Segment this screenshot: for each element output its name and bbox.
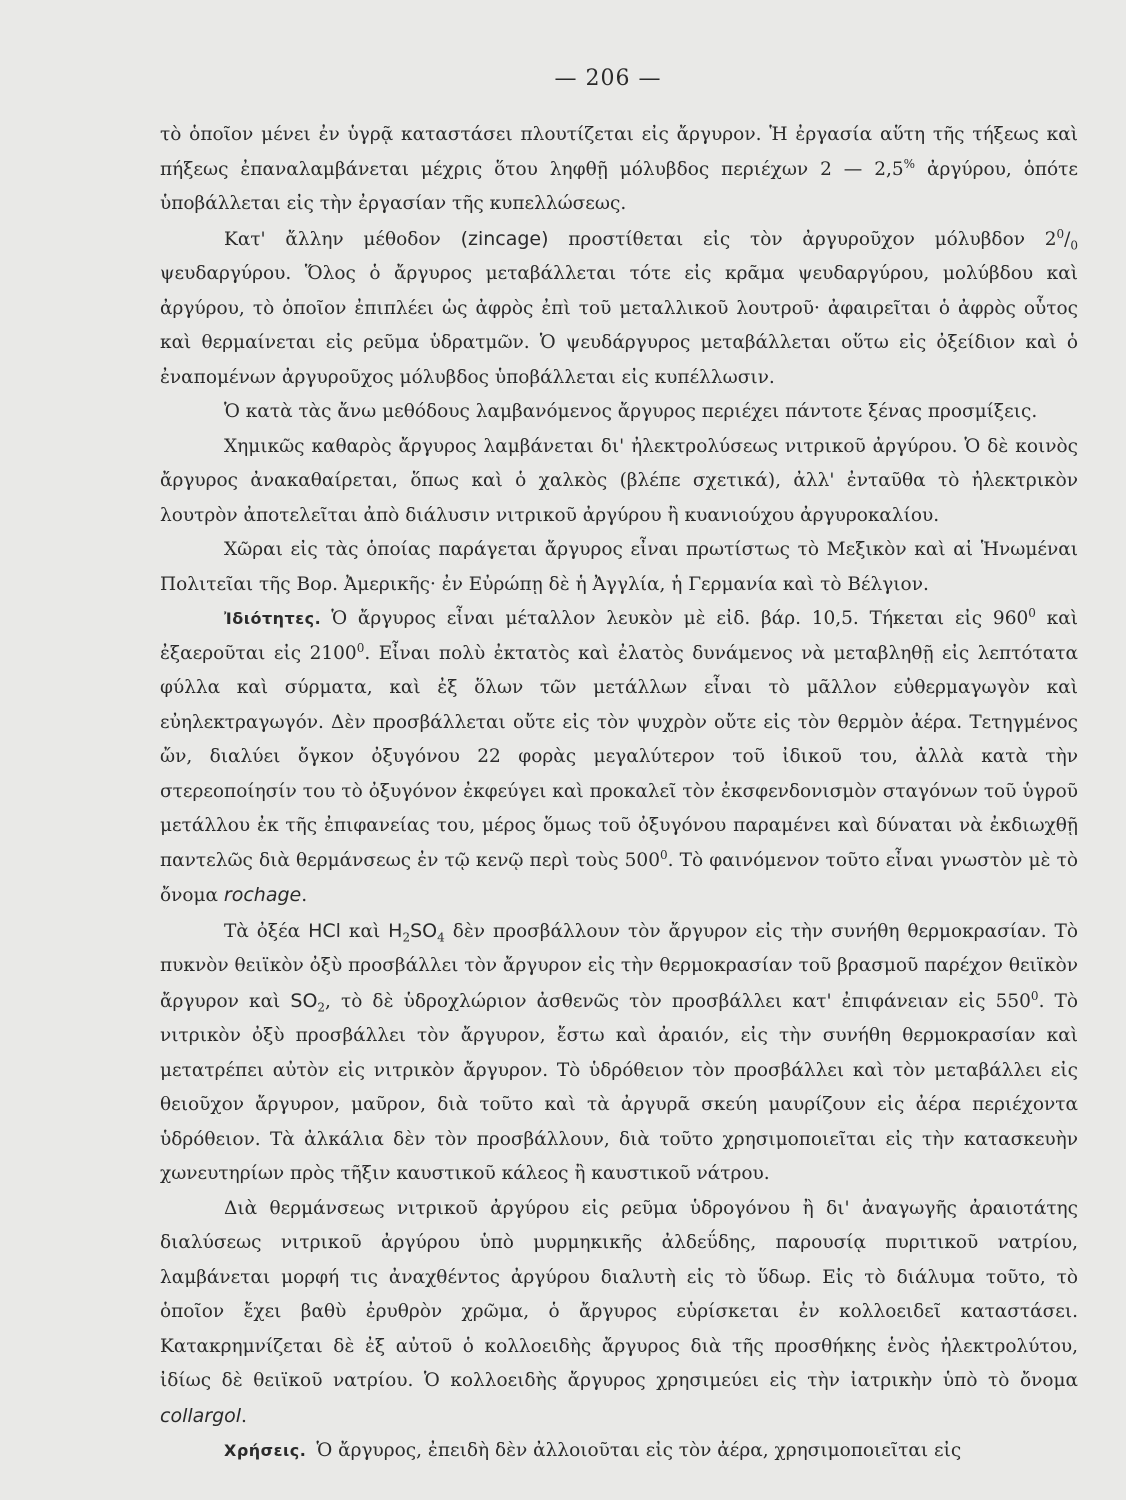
text-segment: 4 bbox=[437, 930, 445, 945]
paragraph-p2 bbox=[160, 222, 1078, 396]
paragraph-p8 bbox=[160, 1192, 1078, 1435]
text-segment: H bbox=[388, 919, 403, 942]
text-segment: ψευδαργύρου. Ὅλος ὁ ἄργυρος μεταβάλλεται τότε εἰς κρᾶμα ψευδαργύρου, μολύβδου καὶ ἀργύρου, τὸ ὁποῖον ἐπιπλέει ὡς ἀφρὸς ἐπὶ τοῦ μεταλλικοῦ λουτροῦ· ἀφαιρεῖται ὁ ἀφρὸς οὗτος καὶ θερμαίνεται εἰς ρεῦμα ὑδρατμῶν. Ὁ ψευδάργυρος μεταβάλλεται οὕτω εἰς ὀξείδιον καὶ ὁ ἐναπομένων ἀργυροῦχος μόλυβδος ὑποβάλλεται εἰς κυπέλλωσιν. bbox=[160, 263, 1078, 388]
text-segment: Χῶραι εἰς τὰς ὁποίας παράγεται ἄργυρος εἶναι πρωτίστως τὸ Μεξικὸν καὶ αἱ Ἡνωμέναι Πολιτεῖαι τῆς Βορ. Ἀμερικῆς· ἐν Εὐρώπῃ δὲ ἡ Ἀγγλία, ἡ Γερμανία καὶ τὸ Βέλγιον. bbox=[160, 539, 1078, 595]
text-segment: Διὰ θερμάνσεως νιτρικοῦ ἀργύρου εἰς ρεῦμα ὑδρογόνου ἢ δι' ἀναγωγῆς ἀραιοτάτης διαλύσεως νιτρικοῦ ἀργύρου ὑπὸ μυρμηκικῆς ἀλδεΰδης, παρουσίᾳ πυριτικοῦ νατρίου, λαμβάνεται μορφή τις ἀναχθέντος ἀργύρου διαλυτὴ εἰς τὸ ὕδωρ. Εἰς τὸ διάλυμα τοῦτο, τὸ ὁποῖον ἔχει βαθὺ ἐρυθρὸν χρῶμα, ὁ ἄργυρος εὑρίσκεται ἐν κολλοειδεῖ καταστάσει. Κατακρημνίζεται δὲ ἐξ αὐτοῦ ὁ κολλοειδὴς ἄργυρος διὰ τῆς προσθήκης ἑνὸς ἠλεκτρολύτου, ἰδίως δὲ θειϊκοῦ νατρίου. Ὁ κολλοειδὴς ἄργυρος χρησιμεύει εἰς τὴν ἰατρικὴν ὑπὸ τὸ ὄνομα bbox=[160, 1197, 1078, 1391]
document-body bbox=[160, 118, 1078, 1469]
text-segment: καὶ ἐξαεροῦται εἰς 2100 bbox=[160, 608, 1078, 664]
text-segment: % bbox=[903, 156, 916, 171]
text-segment: , τὸ δὲ ὑδροχλώριον ἀσθενῶς τὸν προσβάλλει κατ' ἐπιφάνειαν εἰς 550 bbox=[325, 990, 1031, 1012]
text-segment: Τὰ ὀξέα bbox=[224, 920, 309, 942]
text-segment: 0 bbox=[356, 640, 365, 655]
section-heading: Χρήσεις. bbox=[224, 1441, 307, 1460]
text-segment: . bbox=[241, 1405, 247, 1427]
paragraph-p7 bbox=[160, 914, 1078, 1192]
text-segment: collargol bbox=[160, 1404, 242, 1427]
paragraph-p6 bbox=[160, 602, 1078, 914]
text-segment: (zincage) bbox=[460, 227, 549, 250]
paragraph-p5 bbox=[160, 533, 1078, 602]
text-segment: ἀργύρου, ὁπότε ὑποβάλλεται εἰς τὴν ἐργασίαν τῆς κυπελλώσεως. bbox=[160, 158, 1079, 214]
text-segment: 0 bbox=[1030, 988, 1039, 1003]
text-segment: . bbox=[301, 885, 308, 906]
section-heading: Ἰδιότητες. bbox=[224, 609, 322, 628]
text-segment: . Τὸ νιτρικὸν ὀξὺ προσβάλλει τὸν ἄργυρον, ἔστω καὶ ἀραιόν, εἰς τὴν συνήθη θερμοκρασίαν καὶ μετατρέπει αὐτὸν εἰς νιτρικὸν ἄργυρον. Τὸ ὑδρόθειον τὸν προσβάλλει καὶ τὸν μεταβάλλει εἰς θειοῦχον ἄργυρον, μαῦρον, διὰ τοῦτο καὶ τὰ ἀργυρᾶ σκεύη μαυρίζουν εἰς ἀέρα περιέχοντα ὑδρόθειον. Τὰ ἀλκάλια δὲν τὸν προσβάλλουν, διὰ τοῦτο χρησιμοποιεῖται εἰς τὴν κατασκευὴν χωνευτηρίων πρὸς τῆξιν καυστικοῦ κάλεος ἢ καυστικοῦ νάτρου. bbox=[160, 990, 1078, 1184]
text-segment: HCl bbox=[308, 919, 341, 942]
text-segment: Ὁ κατὰ τὰς ἄνω μεθόδους λαμβανόμενος ἄργυρος περιέχει πάντοτε ξένας προσμίξεις. bbox=[224, 401, 1038, 422]
text-segment: . Εἶναι πολὺ ἐκτατὸς καὶ ἐλατὸς δυνάμενος νὰ μεταβληθῇ εἰς λεπτότατα φύλλα καὶ σύρματα, καὶ ἐξ ὅλων τῶν μετάλλων εἶναι τὸ μᾶλλον εὐθερμαγωγὸν καὶ εὐηλεκτραγωγόν. Δὲν προσβάλλεται οὔτε εἰς τὸν ψυχρὸν οὔτε εἰς τὸν θερμὸν ἀέρα. Τετηγμένος ὤν, διαλύει ὄγκον ὀξυγόνου 22 φορὰς μεγαλύτερον τοῦ ἰδικοῦ του, ἀλλὰ κατὰ τὴν στερεοποίησίν του τὸ ὀξυγόνον ἐκφεύγει καὶ προκαλεῖ τὸν ἐκσφενδονισμὸν σταγόνων τοῦ ὑγροῦ μετάλλου ἐκ τῆς ἐπιφανείας του, μέρος ὅμως τοῦ ὀξυγόνου παραμένει καὶ δύναται νὰ ἐκδιωχθῇ παντελῶς διὰ θερμάνσεως ἐν τῷ κενῷ περὶ τοὺς 500 bbox=[160, 642, 1078, 871]
text-segment: 2 bbox=[402, 930, 411, 945]
paragraph-p3 bbox=[160, 395, 1078, 430]
page-number: — 206 — bbox=[554, 66, 662, 91]
text-segment: τὸ ὁποῖον μένει ἐν ὑγρᾷ καταστάσει πλουτίζεται εἰς ἄργυρον. Ἡ ἐργασία αὕτη τῆς τήξεως καὶ πήξεως ἐπαναλαμβάνεται μέχρις ὅτου ληφθῇ μόλυβδος περιέχων 2 — 2,5 bbox=[160, 124, 1078, 180]
text-segment: Ὁ ἄργυρος, ἐπειδὴ δὲν ἀλλοιοῦται εἰς τὸν ἀέρα, χρησιμοποιεῖται εἰς bbox=[316, 1440, 962, 1461]
text-segment: 2 bbox=[317, 1000, 326, 1015]
text-segment: SO bbox=[290, 989, 318, 1012]
text-segment: 0 bbox=[1070, 238, 1078, 253]
text-segment: προστίθεται εἰς τὸν ἀργυροῦχον μόλυβδον 2 bbox=[548, 228, 1057, 250]
text-segment: 0 bbox=[659, 847, 668, 862]
text-segment: SO bbox=[410, 919, 438, 942]
paragraph-p4 bbox=[160, 430, 1078, 534]
text-segment: Ὁ ἄργυρος εἶναι μέταλλον λευκὸν μὲ εἰδ. βάρ. 10,5. Τήκεται εἰς 960 bbox=[331, 608, 1029, 629]
text-segment: καὶ bbox=[340, 920, 389, 942]
paragraph-p1 bbox=[160, 118, 1078, 222]
text-segment: . Τὸ φαινόμενον τοῦτο εἶναι γνωστὸν μὲ τὸ ὄνομα bbox=[160, 849, 1078, 906]
text-segment: δὲν προσβάλλουν τὸν ἄργυρον εἰς τὴν συνήθη θερμοκρασίαν. Τὸ πυκνὸν θειϊκὸν ὀξὺ προσβάλλει τὸν ἄργυρον εἰς τὴν θερμοκρασίαν τοῦ βρασμοῦ παρέχον θειϊκὸν ἄργυρον καὶ bbox=[160, 920, 1079, 1012]
text-segment: Κατ' ἄλλην μέθοδον bbox=[224, 228, 461, 250]
text-segment: Χημικῶς καθαρὸς ἄργυρος λαμβάνεται δι' ἠλεκτρολύσεως νιτρικοῦ ἀργύρου. Ὁ δὲ κοινὸς ἄργυρος ἀνακαθαίρεται, ὅπως καὶ ὁ χαλκὸς (βλέπε σχετικά), ἀλλ' ἐνταῦθα τὸ ἠλεκτρικὸν λουτρὸν ἀποτελεῖται ἀπὸ διάλυσιν νιτρικοῦ ἀργύρου ἢ κυανιούχου ἀργυροκαλίου. bbox=[160, 435, 1078, 526]
text-segment: / bbox=[1064, 228, 1071, 250]
paragraph-p9 bbox=[160, 1434, 1078, 1469]
text-segment: 0 bbox=[1028, 605, 1036, 620]
text-segment: 0 bbox=[1056, 226, 1065, 241]
text-segment: rochage bbox=[223, 884, 302, 906]
